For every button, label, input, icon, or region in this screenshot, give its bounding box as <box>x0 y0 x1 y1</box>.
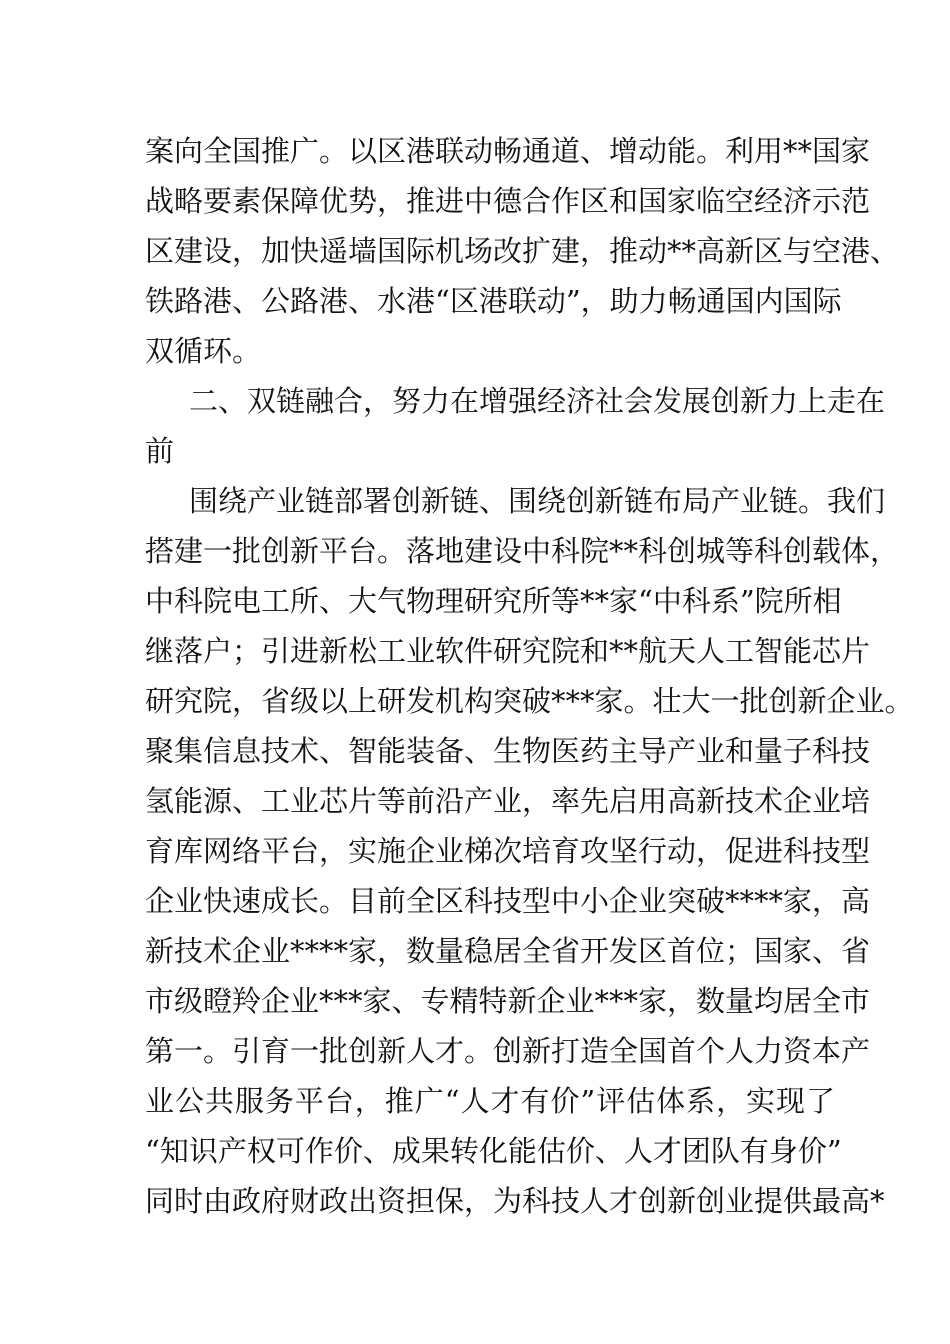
body-text-line: 案向全国推广。以区港联动畅通道、增动能。利用**国家 <box>145 134 871 168</box>
section-heading-line: 前 <box>145 434 175 468</box>
section-heading-line: 二、双链融合，努力在增强经济社会发展创新力上走在 <box>189 384 886 418</box>
body-text-line: 业公共服务平台，推广“人才有价”评估体系，实现了 <box>145 1084 835 1118</box>
body-text-line: 铁路港、公路港、水港“区港联动”，助力畅通国内国际 <box>145 284 842 318</box>
body-text-line: 研究院，省级以上研发机构突破***家。壮大一批创新企业。 <box>145 684 914 718</box>
body-text-line: 同时由政府财政出资担保，为科技人才创新创业提供最高* <box>145 1184 885 1218</box>
body-text-line: 第一。引育一批创新人才。创新打造全国首个人力资本产 <box>145 1034 871 1068</box>
body-text-line: 围绕产业链部署创新链、围绕创新链布局产业链。我们 <box>189 484 886 518</box>
body-text-line: 育库网络平台，实施企业梯次培育攻坚行动，促进科技型 <box>145 834 871 868</box>
body-text-line: 继落户；引进新松工业软件研究院和**航天人工智能芯片 <box>145 634 871 668</box>
body-text-line: 新技术企业****家，数量稳居全省开发区首位；国家、省 <box>145 934 871 968</box>
body-text-line: 战略要素保障优势，推进中德合作区和国家临空经济示范 <box>145 184 871 218</box>
body-text-line: 聚集信息技术、智能装备、生物医药主导产业和量子科技 <box>145 734 871 768</box>
body-text-line: 区建设，加快遥墙国际机场改扩建，推动**高新区与空港、 <box>145 234 900 268</box>
body-text-line: 中科院电工所、大气物理研究所等**家“中科系”院所相 <box>145 584 842 618</box>
body-text-line: 市级瞪羚企业***家、专精特新企业***家，数量均居全市 <box>145 984 871 1018</box>
body-text-line: 搭建一批创新平台。落地建设中科院**科创城等科创载体， <box>145 534 900 568</box>
body-text-line: “知识产权可作价、成果转化能估价、人才团队有身价” <box>145 1134 842 1168</box>
body-text-line: 氢能源、工业芯片等前沿产业，率先启用高新技术企业培 <box>145 784 871 818</box>
body-text-line: 企业快速成长。目前全区科技型中小企业突破****家，高 <box>145 884 871 918</box>
body-text-line: 双循环。 <box>145 334 262 368</box>
